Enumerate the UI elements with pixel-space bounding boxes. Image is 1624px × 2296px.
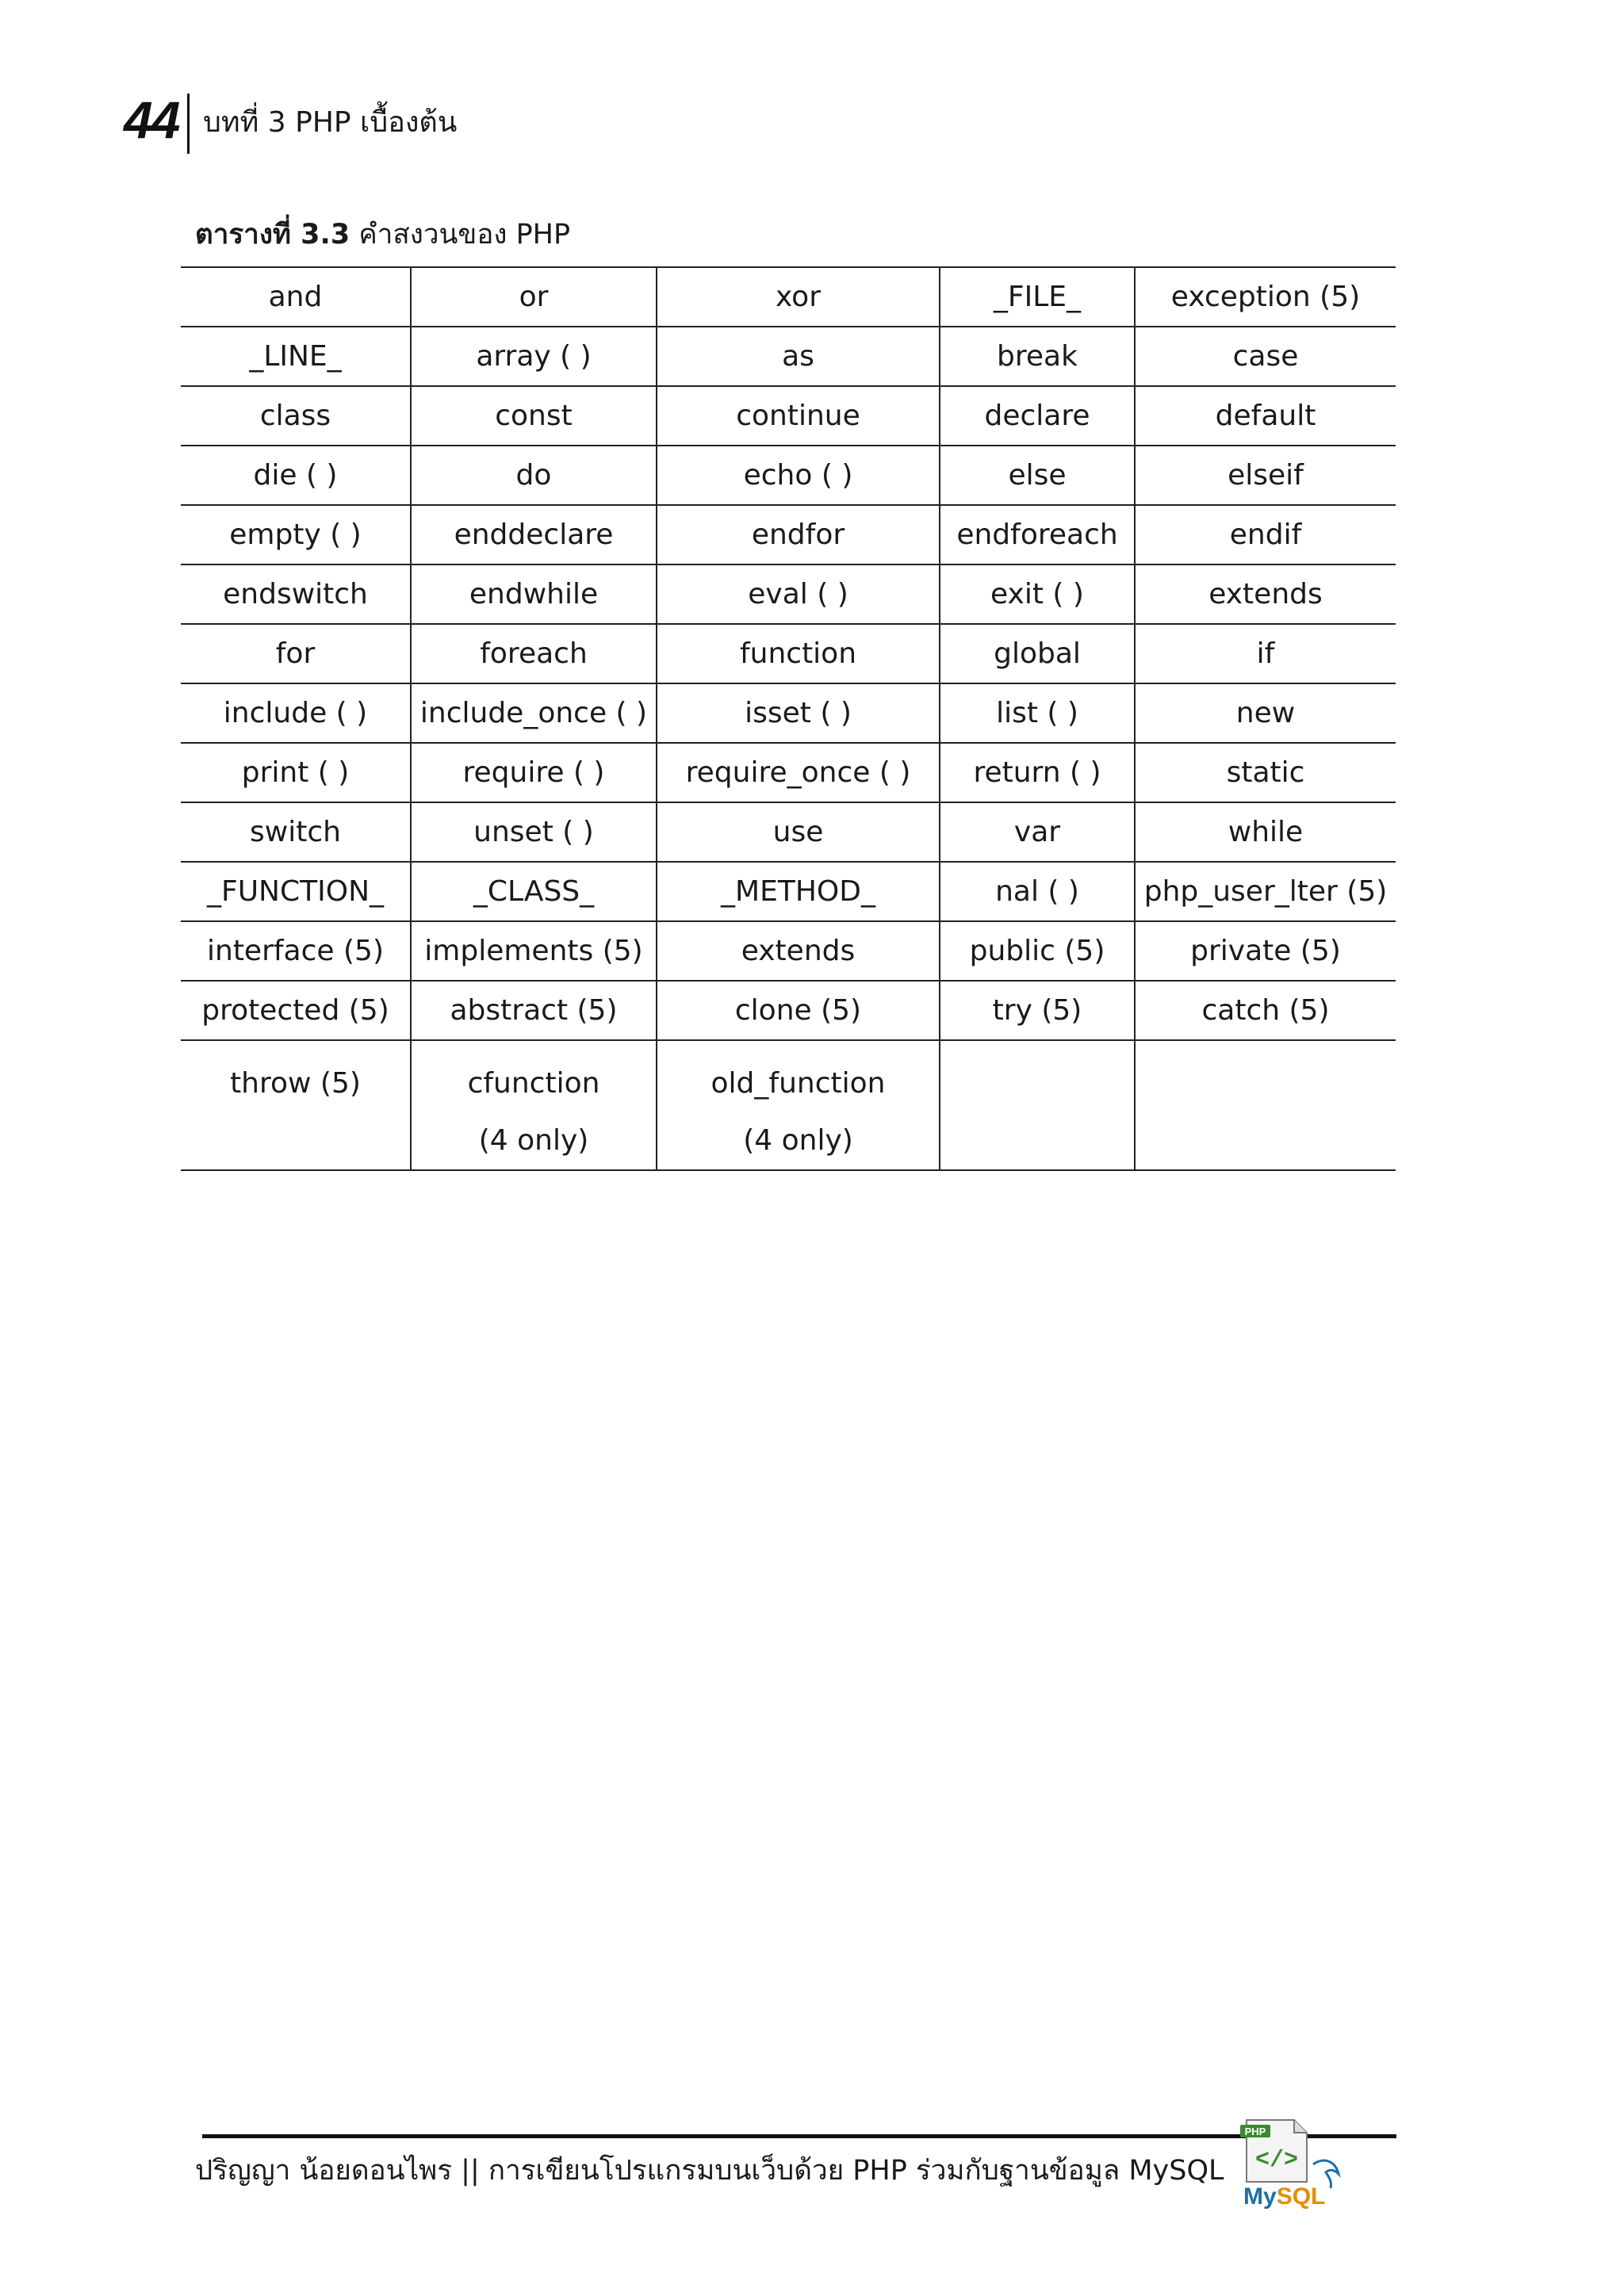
table-cell: case bbox=[1135, 327, 1396, 386]
table-cell bbox=[1135, 1040, 1396, 1170]
logo-word-sql: SQL bbox=[1276, 2183, 1326, 2210]
table-cell: exception (5) bbox=[1135, 267, 1396, 327]
table-cell: _METHOD_ bbox=[657, 862, 940, 921]
table-cell: break bbox=[940, 327, 1135, 386]
table-cell: _FUNCTION_ bbox=[181, 862, 411, 921]
table-cell: implements (5) bbox=[411, 921, 657, 981]
logo-code-text: </> bbox=[1254, 2147, 1299, 2174]
table-cell: declare bbox=[940, 386, 1135, 446]
table-cell: _FILE_ bbox=[940, 267, 1135, 327]
table-cell: php_user_lter (5) bbox=[1135, 862, 1396, 921]
table-row bbox=[181, 386, 1396, 446]
table-cell: protected (5) bbox=[181, 981, 411, 1040]
table-cell: public (5) bbox=[940, 921, 1135, 981]
table-cell: as bbox=[657, 327, 940, 386]
header-divider bbox=[187, 94, 190, 154]
table-cell: return ( ) bbox=[940, 743, 1135, 802]
table-row bbox=[181, 267, 1396, 327]
table-cell: var bbox=[940, 802, 1135, 862]
footer-divider bbox=[202, 2134, 1396, 2138]
table-row bbox=[181, 981, 1396, 1040]
table-cell: abstract (5) bbox=[411, 981, 657, 1040]
table-cell: print ( ) bbox=[181, 743, 411, 802]
table-cell: _LINE_ bbox=[181, 327, 411, 386]
table-cell: require ( ) bbox=[411, 743, 657, 802]
footer-text: ปริญญา น้อยดอนไพร || การเขียนโปรแกรมบนเว็บด้วย PHP ร่วมกับฐานข้อมูล MySQL bbox=[195, 2155, 1224, 2187]
table-cell: eval ( ) bbox=[657, 564, 940, 624]
table-cell: or bbox=[411, 267, 657, 327]
table-row bbox=[181, 921, 1396, 981]
table-cell: static bbox=[1135, 743, 1396, 802]
table-cell: elseif bbox=[1135, 446, 1396, 505]
logo-word-my: My bbox=[1243, 2183, 1277, 2210]
table-cell-text: (4 only) bbox=[743, 1124, 853, 1157]
table-cell: endif bbox=[1135, 505, 1396, 564]
logo-badge-text: PHP bbox=[1244, 2126, 1266, 2137]
table-cell: endwhile bbox=[411, 564, 657, 624]
table-cell: function bbox=[657, 624, 940, 683]
table-cell: extends bbox=[1135, 564, 1396, 624]
table-cell: endfor bbox=[657, 505, 940, 564]
table-cell: switch bbox=[181, 802, 411, 862]
table-cell: extends bbox=[657, 921, 940, 981]
table-cell: class bbox=[181, 386, 411, 446]
logo-wordmark bbox=[1243, 2183, 1325, 2210]
table-cell: list ( ) bbox=[940, 683, 1135, 743]
table-cell: for bbox=[181, 624, 411, 683]
table-cell: global bbox=[940, 624, 1135, 683]
table-cell: require_once ( ) bbox=[657, 743, 940, 802]
table-row bbox=[181, 564, 1396, 624]
table-cell: isset ( ) bbox=[657, 683, 940, 743]
table-cell-text: old_function bbox=[710, 1067, 886, 1100]
table-caption-text: คำสงวนของ PHP bbox=[350, 219, 571, 251]
table-cell-text: cfunction bbox=[467, 1067, 600, 1100]
table-cell: do bbox=[411, 446, 657, 505]
chapter-title: บทที่ 3 PHP เบื้องต้น bbox=[203, 106, 458, 139]
table-cell: die ( ) bbox=[181, 446, 411, 505]
table-cell-text: (4 only) bbox=[478, 1124, 589, 1157]
table-cell: endswitch bbox=[181, 564, 411, 624]
table-cell-text: throw (5) bbox=[230, 1067, 361, 1100]
page-number: 44 bbox=[124, 90, 179, 149]
table-cell: continue bbox=[657, 386, 940, 446]
table-row bbox=[181, 446, 1396, 505]
table-cell: exit ( ) bbox=[940, 564, 1135, 624]
table-cell bbox=[940, 1040, 1135, 1170]
table-cell: private (5) bbox=[1135, 921, 1396, 981]
table-row bbox=[181, 327, 1396, 386]
table-cell: empty ( ) bbox=[181, 505, 411, 564]
table-cell: xor bbox=[657, 267, 940, 327]
table-row bbox=[181, 683, 1396, 743]
table-cell: interface (5) bbox=[181, 921, 411, 981]
table-row bbox=[181, 1040, 1396, 1170]
table-cell: and bbox=[181, 267, 411, 327]
php-mysql-logo-icon bbox=[1237, 2109, 1356, 2212]
table-cell: new bbox=[1135, 683, 1396, 743]
table-cell: echo ( ) bbox=[657, 446, 940, 505]
table-caption bbox=[195, 212, 570, 257]
table-cell: else bbox=[940, 446, 1135, 505]
table-cell: enddeclare bbox=[411, 505, 657, 564]
table-cell: array ( ) bbox=[411, 327, 657, 386]
table-cell: catch (5) bbox=[1135, 981, 1396, 1040]
table-cell: include_once ( ) bbox=[411, 683, 657, 743]
table-caption-label: ตารางที่ 3.3 bbox=[195, 219, 350, 251]
table-row bbox=[181, 802, 1396, 862]
table-row bbox=[181, 743, 1396, 802]
table-cell: const bbox=[411, 386, 657, 446]
table-cell: clone (5) bbox=[657, 981, 940, 1040]
table-cell: nal ( ) bbox=[940, 862, 1135, 921]
table-cell: while bbox=[1135, 802, 1396, 862]
table-cell bbox=[657, 1040, 940, 1170]
table-cell bbox=[411, 1040, 657, 1170]
table-cell: include ( ) bbox=[181, 683, 411, 743]
table-cell: try (5) bbox=[940, 981, 1135, 1040]
table-cell: default bbox=[1135, 386, 1396, 446]
table-cell: if bbox=[1135, 624, 1396, 683]
table-row bbox=[181, 624, 1396, 683]
table-cell bbox=[181, 1040, 411, 1170]
table-row bbox=[181, 505, 1396, 564]
table-cell: endforeach bbox=[940, 505, 1135, 564]
table-cell: _CLASS_ bbox=[411, 862, 657, 921]
table-cell: use bbox=[657, 802, 940, 862]
reserved-words-table bbox=[181, 266, 1396, 1171]
table-cell: unset ( ) bbox=[411, 802, 657, 862]
table-row bbox=[181, 862, 1396, 921]
table-cell: foreach bbox=[411, 624, 657, 683]
